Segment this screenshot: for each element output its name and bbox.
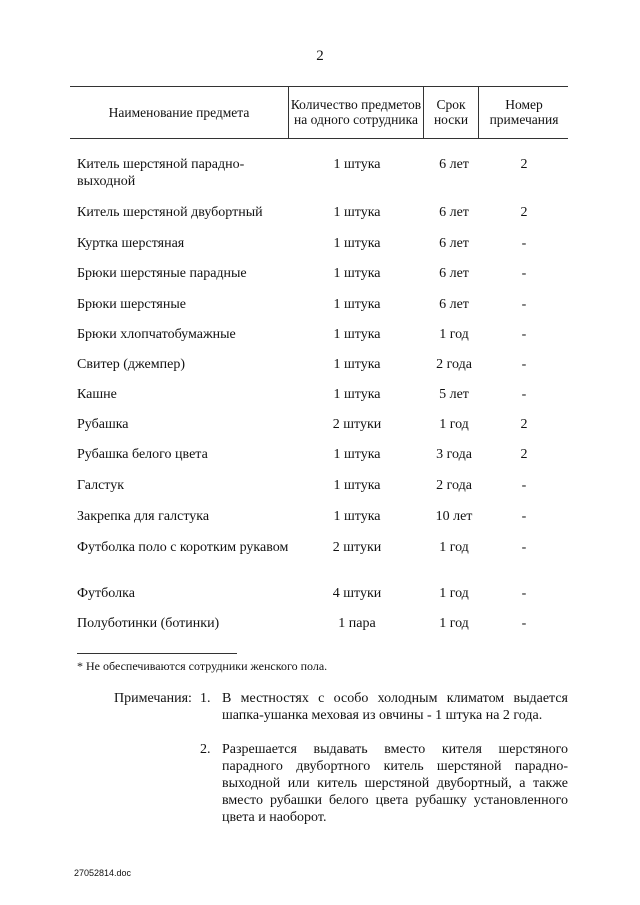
term-cell: 1 год	[439, 540, 469, 555]
term-cell: 2 года	[436, 478, 472, 493]
quantity-cell: 1 штука	[333, 236, 381, 251]
term-cell: 1 год	[439, 327, 469, 342]
item-name-cell: Футболка	[77, 586, 135, 601]
item-name-cell: Рубашка белого цвета	[77, 447, 208, 462]
item-name-cell: Брюки шерстяные	[77, 297, 186, 312]
term-cell: 1 год	[439, 417, 469, 432]
note-number-cell: -	[521, 297, 527, 312]
quantity-cell: 1 штука	[333, 205, 381, 220]
note-number-cell: 2	[520, 205, 528, 220]
note-number: 2.	[200, 742, 211, 757]
note-text: Разрешается выдавать вместо кителя шерстяного парадного двубортного китель шерстяной парадно-выходной или китель шерстяной двубортный, а также вместо рубашки белого цвета рубашку установленного цвета и наоборот.	[222, 742, 568, 825]
quantity-cell: 4 штуки	[332, 586, 382, 601]
footnote: * Не обеспечиваются сотрудники женского пола.	[77, 659, 328, 673]
header-divider-3	[478, 86, 479, 138]
quantity-cell: 2 штуки	[332, 540, 382, 555]
document-filename: 27052814.doc	[74, 868, 132, 878]
term-cell: 1 год	[439, 586, 469, 601]
item-name-cell: Куртка шерстяная	[77, 236, 185, 251]
item-name-cell: Закрепка для галстука	[77, 509, 210, 524]
notes-label: Примечания:	[114, 691, 192, 706]
item-name-cell: Брюки шерстяные парадные	[77, 266, 247, 281]
item-name-cell: Рубашка	[77, 417, 129, 432]
quantity-cell: 1 штука	[333, 509, 381, 524]
quantity-cell: 1 штука	[333, 387, 381, 402]
item-name-cell: Футболка поло с коротким рукавом	[77, 540, 289, 555]
term-cell: 6 лет	[439, 266, 469, 281]
item-name-cell: Полуботинки (ботинки)	[77, 616, 220, 631]
term-cell: 6 лет	[439, 157, 469, 172]
quantity-cell: 1 штука	[333, 447, 381, 462]
quantity-cell: 1 штука	[333, 157, 381, 172]
note-number-cell: -	[521, 266, 527, 281]
table-header-rule	[70, 138, 568, 139]
note-number-cell: -	[521, 616, 527, 631]
note-number-cell: -	[521, 586, 527, 601]
note-number-cell: -	[521, 387, 527, 402]
header-note-number: Номер примечания	[489, 97, 559, 127]
term-cell: 3 года	[436, 447, 472, 462]
item-name-cell: Брюки хлопчатобумажные	[77, 327, 236, 342]
header-name: Наименование предмета	[108, 104, 250, 120]
quantity-cell: 1 штука	[333, 297, 381, 312]
quantity-cell: 2 штуки	[332, 417, 382, 432]
footnote-separator	[77, 653, 237, 654]
note-number-cell: -	[521, 478, 527, 493]
note-number-cell: -	[521, 509, 527, 524]
header-divider-1	[288, 86, 289, 138]
header-quantity: Количество предметов на одного сотрудника	[290, 97, 422, 127]
quantity-cell: 1 пара	[338, 616, 376, 631]
term-cell: 10 лет	[435, 509, 473, 524]
item-name-cell: Галстук	[77, 478, 125, 493]
note-number-cell: -	[521, 540, 527, 555]
term-cell: 6 лет	[439, 297, 469, 312]
term-cell: 6 лет	[439, 236, 469, 251]
page-number: 2	[316, 48, 324, 64]
note-number-cell: -	[521, 327, 527, 342]
item-name-cell: Китель шерстяной парадно-выходной	[77, 157, 245, 189]
term-cell: 2 года	[436, 357, 472, 372]
note-number-cell: -	[521, 357, 527, 372]
item-name-cell: Кашне	[77, 387, 117, 402]
note-number-cell: -	[521, 236, 527, 251]
quantity-cell: 1 штука	[333, 357, 381, 372]
term-cell: 6 лет	[439, 205, 469, 220]
note-number-cell: 2	[520, 157, 528, 172]
quantity-cell: 1 штука	[333, 478, 381, 493]
term-cell: 1 год	[439, 616, 469, 631]
note-text: В местностях с особо холодным климатом выдается шапка-ушанка меховая из овчины - 1 штука на 2 года.	[222, 691, 568, 723]
term-cell: 5 лет	[439, 387, 469, 402]
note-number: 1.	[200, 691, 211, 706]
note-number-cell: 2	[520, 447, 528, 462]
note-number-cell: 2	[520, 417, 528, 432]
item-name-cell: Китель шерстяной двубортный	[77, 205, 263, 220]
quantity-cell: 1 штука	[333, 266, 381, 281]
header-divider-2	[423, 86, 424, 138]
item-name-cell: Свитер (джемпер)	[77, 357, 185, 372]
header-term: Срок носки	[433, 97, 469, 127]
quantity-cell: 1 штука	[333, 327, 381, 342]
